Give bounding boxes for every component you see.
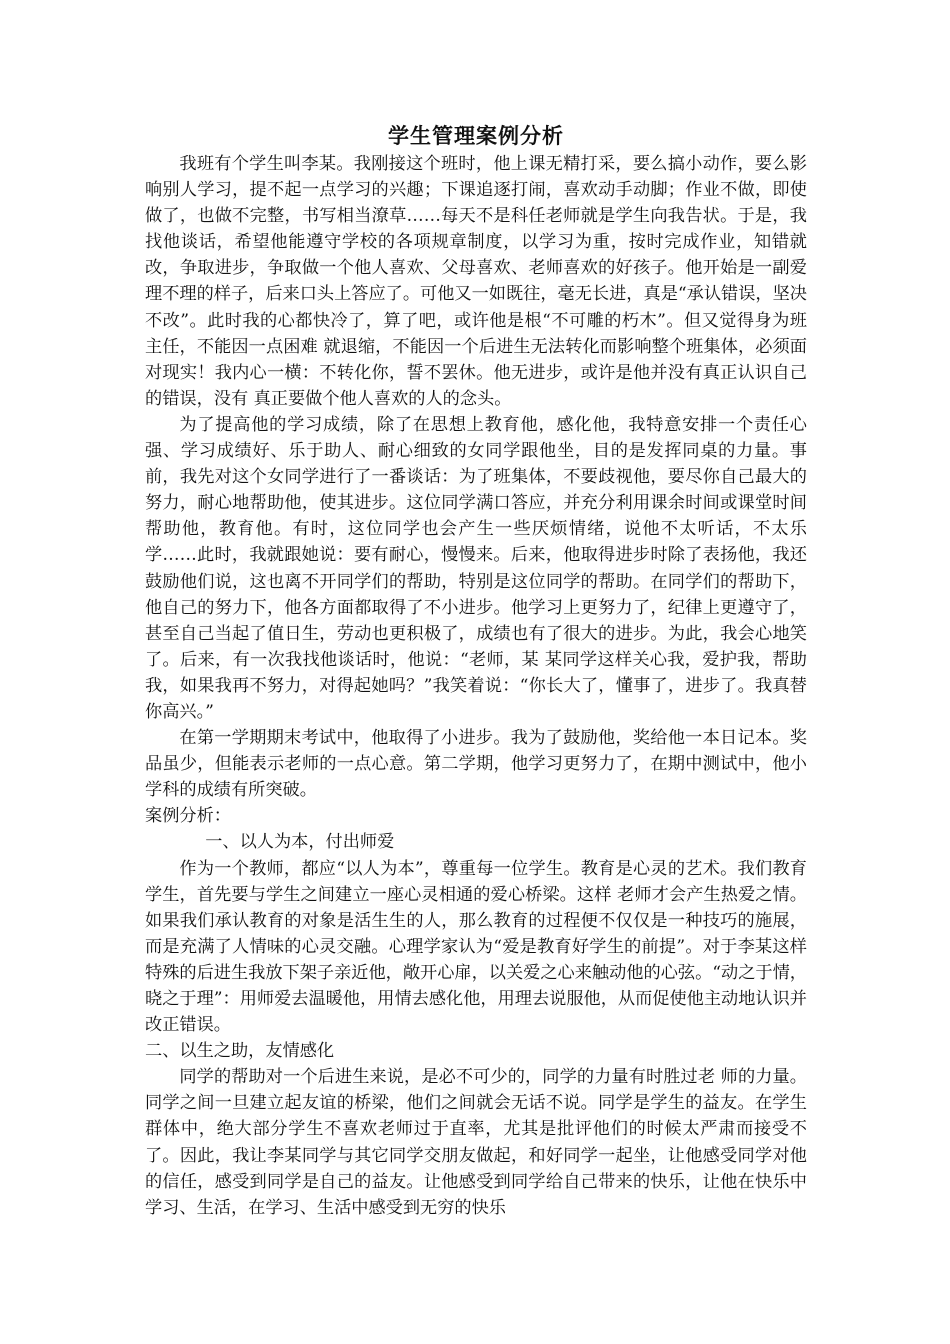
analysis-label: 案例分析： xyxy=(145,806,231,827)
paragraph-3: 在第一学期期末考试中，他取得了小进步。我为了鼓励他，奖给他一本日记本。奖品虽少，但能表示老师的一点心意。第二学期，他学习更努力了，在期中测试中，他小学科的成绩有所突破。 xyxy=(145,728,807,801)
section-1-text: 作为一个教师，都应“以人为本”，尊重每一位学生。教育是心灵的艺术。我们教育学生，首先要与学生之间建立一座心灵相通的爱心桥梁。这样 老师才会产生热爱之情。如果我们承认教育的对象是活生生的人，那么教育的过程便不仅仅是一种技巧的施展，而是充满了人情味的心灵交融。心理学家认为“爱是教育好学生的前提”。对于李某这样特殊的后进生我放下架子亲近他，敞开心扉，以关爱之心来触动他的心弦。“动之于情，晓之于理”：用师爱去温暖他，用情去感化他，用理去说服他，从而促使他主动地认识并改正错误。 xyxy=(145,858,807,1036)
section-2-text: 同学的帮助对一个后进生来说，是必不可少的，同学的力量有时胜过老 师的力量。同学之间一旦建立起友谊的桥梁，他们之间就会无话不说。同学是学生的益友。在学生群体中，绝大部分学生不喜欢老师过于直率，尤其是批评他们的时候太严肃而接受不了。因此，我让李某同学与其它同学交朋友做起，和好同学一起坐，让他感受同学对他的信任，感受到同学是自己的益友。让他感受到同学给自己带来的快乐，让他在快乐中学习、生活，在学习、生活中感受到无穷的快乐 xyxy=(145,1067,807,1218)
document-page xyxy=(145,121,807,1221)
section-1-heading: 一、以人为本，付出师爱 xyxy=(205,832,395,853)
paragraph-2: 为了提高他的学习成绩，除了在思想上教育他，感化他，我特意安排一个责任心强、学习成绩好、乐于助人、耐心细致的女同学跟他坐，目的是发挥同桌的力量。事前，我先对这个女同学进行了一番谈话：为了班集体，不要歧视他，要尽你自己最大的努力，耐心地帮助他，使其进步。这位同学满口答应，并充分利用课余时间或课堂时间帮助他，教育他。有时，这位同学也会产生一些厌烦情绪，说他不太听话，不太乐学……此时，我就跟她说：要有耐心，慢慢来。后来，他取得进步时除了表扬他，我还鼓励他们说，这也离不开同学们的帮助，特别是这位同学的帮助。在同学们的帮助下，他自己的努力下，他各方面都取得了不小进步。他学习上更努力了，纪律上更遵守了，甚至自己当起了值日生，劳动也更积极了，成绩也有了很大的进步。为此，我会心地笑了。后来，有一次我找他谈话时，他说：“老师，某 某同学这样关心我，爱护我，帮助我，如果我再不努力，对得起她吗？”我笑着说：“你长大了，懂事了，进步了。我真替你高兴。” xyxy=(145,414,807,722)
section-2-heading: 二、以生之助，友情感化 xyxy=(145,1041,335,1062)
document-title: 学生管理案例分析 xyxy=(388,123,564,148)
paragraph-1: 我班有个学生叫李某。我刚接这个班时，他上课无精打采，要么搞小动作，要么影响别人学习，提不起一点学习的兴趣；下课追逐打闹，喜欢动手动脚；作业不做，即使做了，也做不完整，书写相当潦草……每天不是科任老师就是学生向我告状。于是，我找他谈话，希望他能遵守学校的各项规章制度，以学习为重，按时完成作业，知错就改，争取进步，争取做一个他人喜欢、父母喜欢、老师喜欢的好孩子。他开始是一副爱理不理的样子，后来口头上答应了。可他又一如既往，毫无长进，真是“承认错误，坚决不改”。此时我的心都快冷了，算了吧，或许他是根“不可雕的朽木”。但又觉得身为班主任，不能因一点困难 就退缩，不能因一个后进生无法转化而影响整个班集体，必须面对现实！我内心一横：不转化你，誓不罢休。他无进步，或许是他并没有真正认识自己的错误，没有 真正要做个他人喜欢的人的念头。 xyxy=(145,154,807,409)
